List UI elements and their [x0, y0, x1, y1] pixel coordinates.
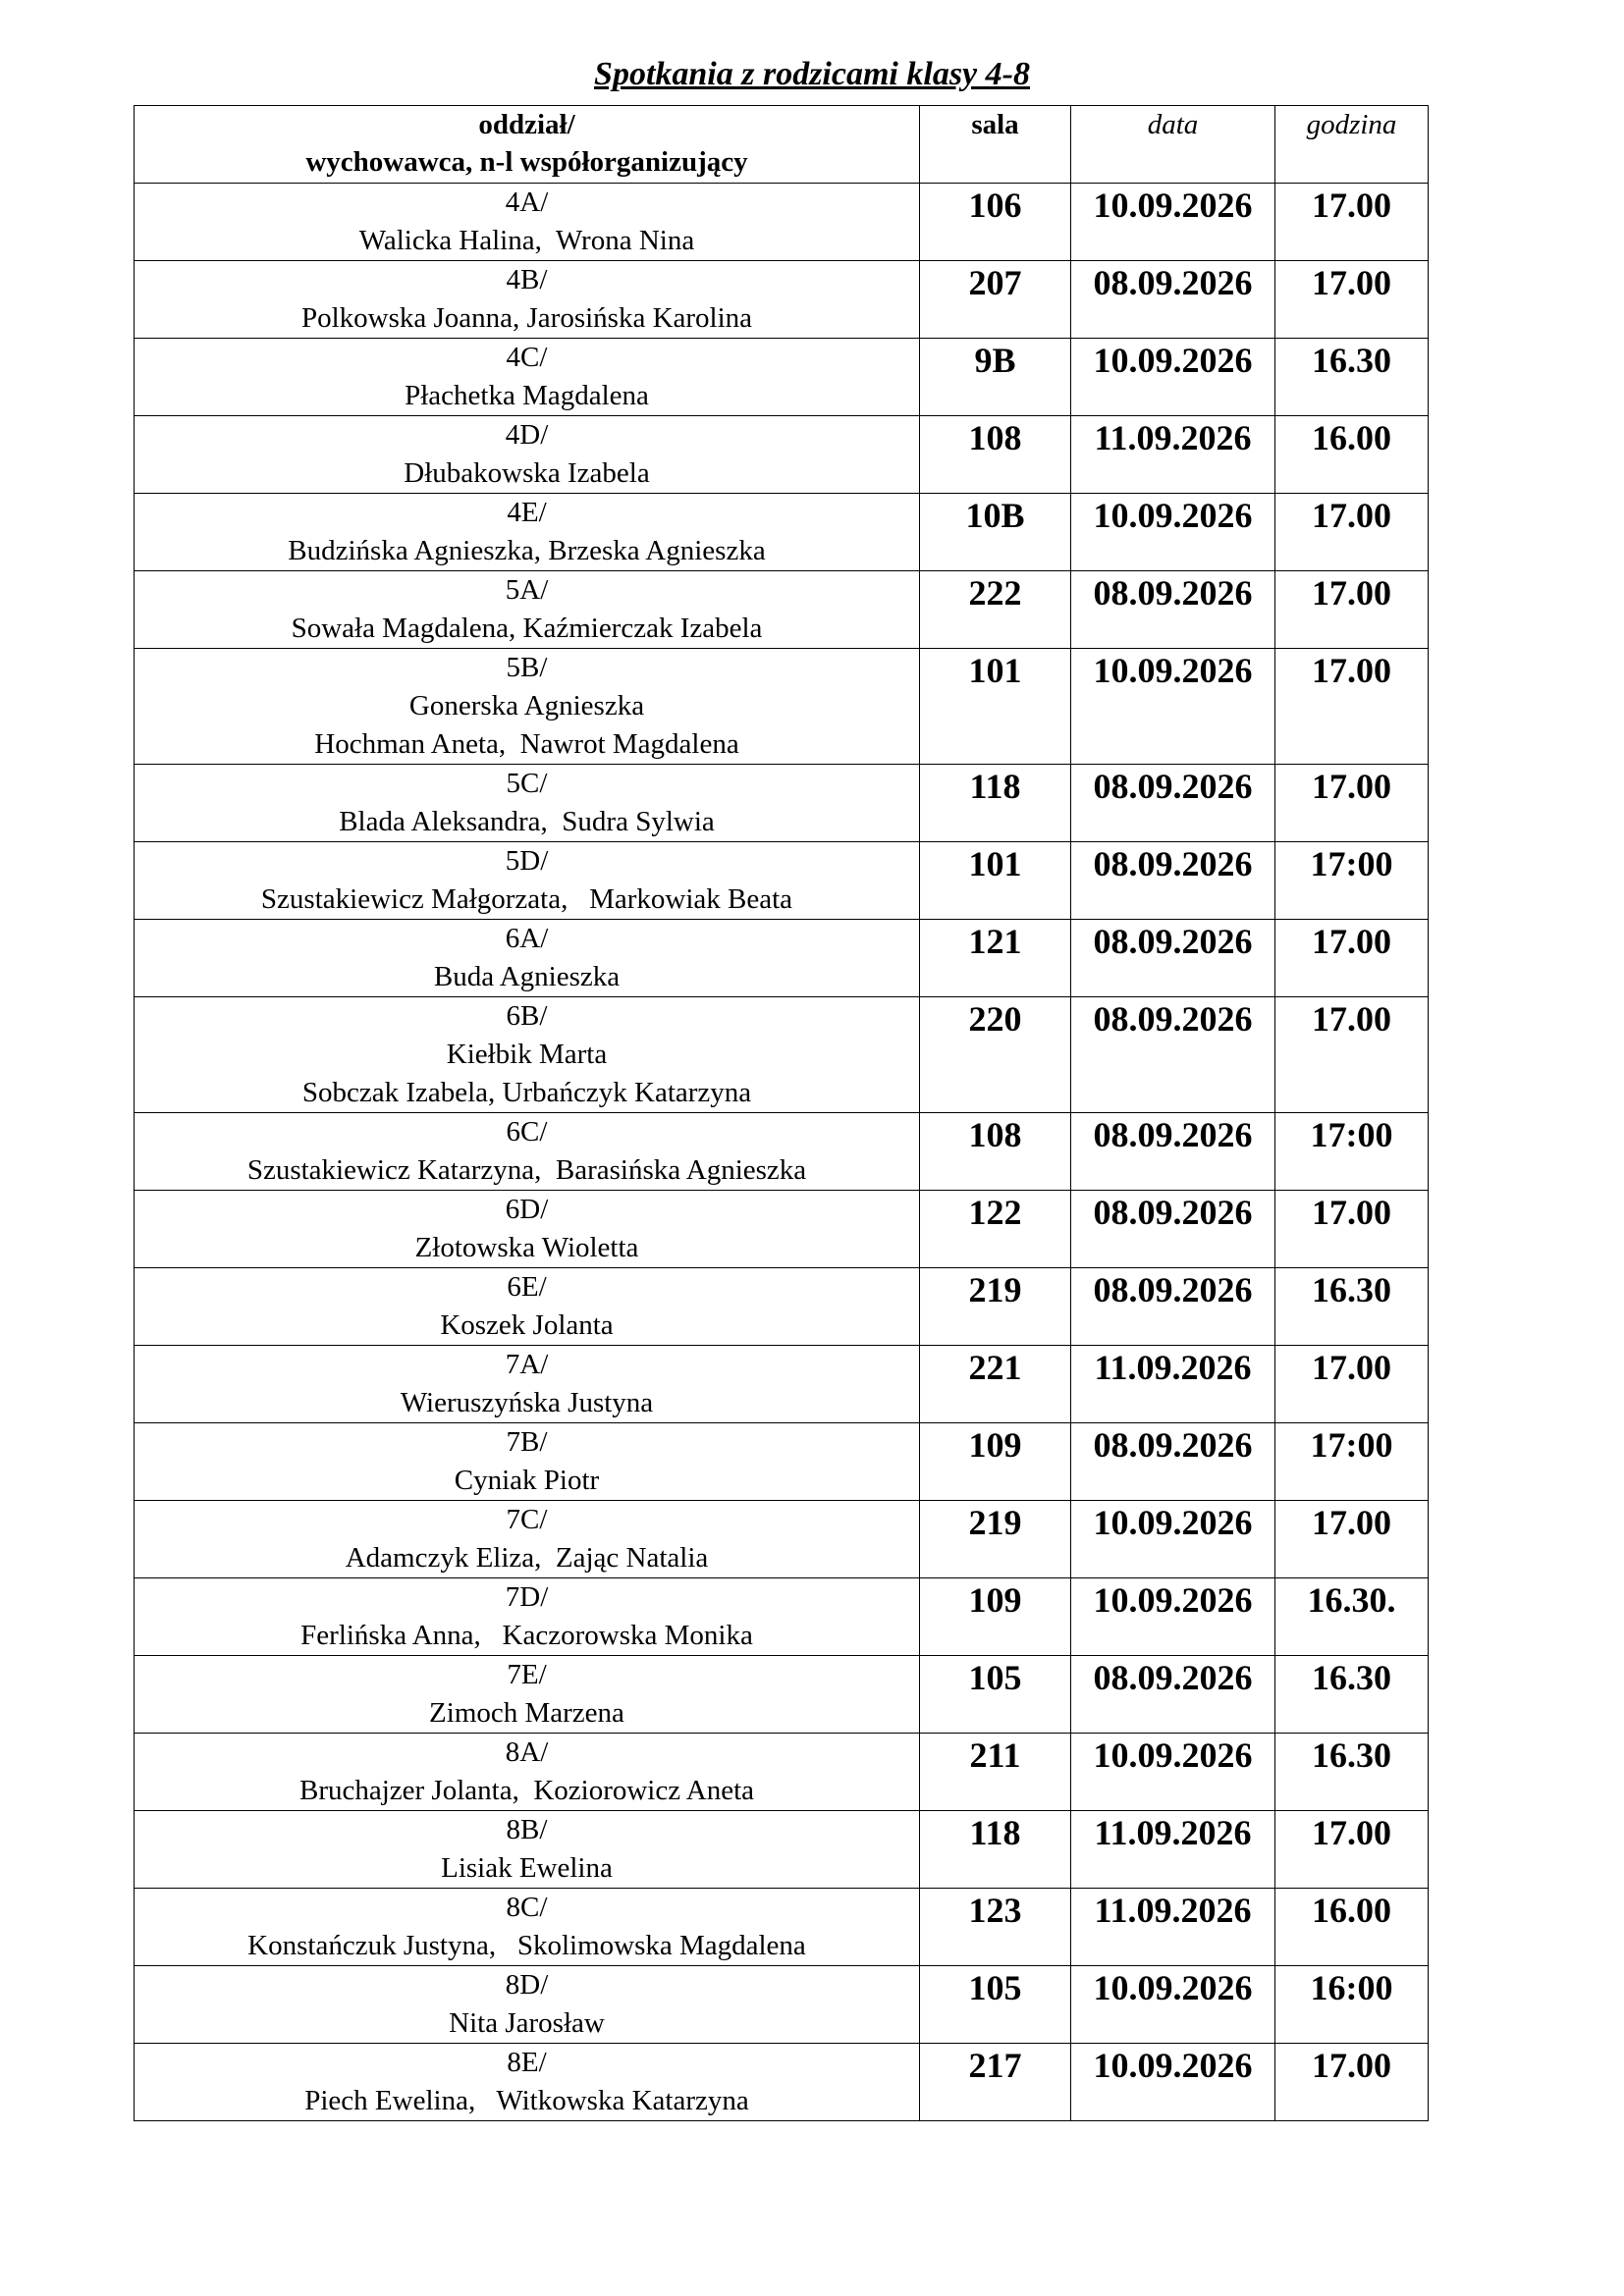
- date-cell: 08.09.2026: [1071, 1191, 1275, 1268]
- class-name: 7C/: [506, 1504, 548, 1535]
- teacher-names: Piech Ewelina, Witkowska Katarzyna: [304, 2085, 749, 2116]
- time-cell: 16.30: [1275, 1656, 1429, 1734]
- class-name: 6B/: [506, 1000, 548, 1032]
- teacher-names: Bruchajzer Jolanta, Koziorowicz Aneta: [298, 1775, 754, 1806]
- teacher-names: Szustakiewicz Małgorzata, Markowiak Beata: [260, 883, 793, 915]
- room-cell: 118: [920, 765, 1071, 842]
- table-row: [135, 2044, 1429, 2121]
- table-row: [135, 1346, 1429, 1423]
- time-cell: 17:00: [1275, 1113, 1429, 1191]
- room-cell: 122: [920, 1191, 1071, 1268]
- room-cell: 207: [920, 261, 1071, 339]
- date-cell: 08.09.2026: [1071, 1656, 1275, 1734]
- room-cell: 123: [920, 1889, 1071, 1966]
- teacher-names: Ferlińska Anna, Kaczorowska Monika: [300, 1620, 753, 1651]
- date-cell: 08.09.2026: [1071, 765, 1275, 842]
- teacher-names: Koszek Jolanta: [440, 1309, 614, 1341]
- room-cell: 217: [920, 2044, 1071, 2121]
- class-teacher-cell: [135, 1889, 920, 1966]
- table-row: [135, 494, 1429, 571]
- room-cell: 222: [920, 571, 1071, 649]
- table-row: [135, 261, 1429, 339]
- time-cell: 17.00: [1275, 1191, 1429, 1268]
- date-cell: 10.09.2026: [1071, 2044, 1275, 2121]
- class-teacher-cell: [135, 2044, 920, 2121]
- time-cell: 17:00: [1275, 1423, 1429, 1501]
- table-header-row: [135, 106, 1429, 184]
- class-name: 6D/: [505, 1194, 549, 1225]
- header-time: godzina: [1275, 106, 1429, 184]
- time-cell: 16.00: [1275, 1889, 1429, 1966]
- table-row: [135, 920, 1429, 997]
- date-cell: 10.09.2026: [1071, 1501, 1275, 1578]
- time-cell: 17.00: [1275, 920, 1429, 997]
- time-cell: 16.30.: [1275, 1578, 1429, 1656]
- table-row: [135, 1501, 1429, 1578]
- table-row: [135, 1811, 1429, 1889]
- class-teacher-cell: [135, 997, 920, 1113]
- class-name: 7A/: [505, 1349, 549, 1380]
- class-teacher-cell: [135, 1501, 920, 1578]
- teacher-names: Polkowska Joanna, Jarosińska Karolina: [300, 302, 753, 334]
- class-teacher-cell: [135, 1191, 920, 1268]
- room-cell: 105: [920, 1966, 1071, 2044]
- date-cell: 10.09.2026: [1071, 339, 1275, 416]
- teacher-names: Nita Jarosław: [449, 2007, 605, 2039]
- time-cell: 17.00: [1275, 261, 1429, 339]
- class-name: 5D/: [505, 845, 549, 877]
- class-name: 7E/: [507, 1659, 547, 1690]
- time-cell: 17.00: [1275, 997, 1429, 1113]
- room-cell: 220: [920, 997, 1071, 1113]
- teacher-names: Dłubakowska Izabela: [404, 457, 650, 489]
- room-cell: 109: [920, 1423, 1071, 1501]
- table-row: [135, 1191, 1429, 1268]
- class-name: 8D/: [505, 1969, 549, 2001]
- table-row: [135, 1578, 1429, 1656]
- table-row: [135, 184, 1429, 261]
- date-cell: 10.09.2026: [1071, 1966, 1275, 2044]
- time-cell: 17.00: [1275, 184, 1429, 261]
- time-cell: 17.00: [1275, 494, 1429, 571]
- table-row: [135, 997, 1429, 1113]
- class-name: 5C/: [506, 768, 548, 799]
- class-name: 7B/: [506, 1426, 548, 1458]
- table-row: [135, 1966, 1429, 2044]
- class-name: 4D/: [505, 419, 549, 451]
- teacher-names: Szustakiewicz Katarzyna, Barasińska Agnieszka: [246, 1154, 807, 1186]
- time-cell: 17.00: [1275, 649, 1429, 765]
- header-date: data: [1071, 106, 1275, 184]
- class-teacher-cell: [135, 1656, 920, 1734]
- date-cell: 10.09.2026: [1071, 184, 1275, 261]
- table-row: [135, 765, 1429, 842]
- teacher-names: Cyniak Piotr: [454, 1465, 600, 1496]
- class-name: 5B/: [506, 652, 548, 683]
- teacher-names: Adamczyk Eliza, Zając Natalia: [345, 1542, 709, 1574]
- class-name: 8A/: [505, 1736, 549, 1768]
- class-name: 4E/: [507, 497, 547, 528]
- class-teacher-cell: [135, 1966, 920, 2044]
- table-row: [135, 1889, 1429, 1966]
- teacher-names: Wieruszyńska Justyna: [400, 1387, 654, 1418]
- table-row: [135, 1268, 1429, 1346]
- teacher-names: Lisiak Ewelina: [441, 1852, 613, 1884]
- room-cell: 105: [920, 1656, 1071, 1734]
- teacher-names: Blada Aleksandra, Sudra Sylwia: [339, 806, 715, 837]
- teacher-names: Sowała Magdalena, Kaźmierczak Izabela: [291, 613, 763, 644]
- time-cell: 16.00: [1275, 416, 1429, 494]
- time-cell: 16.30: [1275, 1268, 1429, 1346]
- teacher-names: Gonerska Agnieszka: [408, 690, 645, 721]
- date-cell: 08.09.2026: [1071, 571, 1275, 649]
- class-name: 4A/: [505, 187, 549, 218]
- class-teacher-cell: [135, 1578, 920, 1656]
- time-cell: 17.00: [1275, 1346, 1429, 1423]
- room-cell: 101: [920, 842, 1071, 920]
- table-row: [135, 842, 1429, 920]
- date-cell: 08.09.2026: [1071, 1268, 1275, 1346]
- class-name: 8C/: [506, 1892, 548, 1923]
- date-cell: 10.09.2026: [1071, 649, 1275, 765]
- class-teacher-cell: [135, 416, 920, 494]
- class-name: 4B/: [506, 264, 548, 295]
- teacher-names: Walicka Halina, Wrona Nina: [358, 225, 695, 256]
- class-teacher-cell: [135, 1734, 920, 1811]
- date-cell: 11.09.2026: [1071, 1346, 1275, 1423]
- class-teacher-cell: [135, 1268, 920, 1346]
- date-cell: 08.09.2026: [1071, 997, 1275, 1113]
- room-cell: 108: [920, 1113, 1071, 1191]
- date-cell: 08.09.2026: [1071, 1423, 1275, 1501]
- teacher-names: Sobczak Izabela, Urbańczyk Katarzyna: [301, 1077, 752, 1108]
- room-cell: 211: [920, 1734, 1071, 1811]
- class-name: 6C/: [506, 1116, 548, 1148]
- class-teacher-cell: [135, 842, 920, 920]
- date-cell: 08.09.2026: [1071, 920, 1275, 997]
- header-class-teacher: [135, 106, 920, 184]
- date-cell: 08.09.2026: [1071, 1113, 1275, 1191]
- meetings-table: [134, 105, 1429, 2121]
- room-cell: 219: [920, 1501, 1071, 1578]
- class-teacher-cell: [135, 261, 920, 339]
- teacher-names: Zimoch Marzena: [429, 1697, 624, 1729]
- room-cell: 108: [920, 416, 1071, 494]
- date-cell: 10.09.2026: [1071, 1734, 1275, 1811]
- class-name: 7D/: [505, 1581, 549, 1613]
- class-teacher-cell: [135, 1811, 920, 1889]
- room-cell: 121: [920, 920, 1071, 997]
- class-teacher-cell: [135, 494, 920, 571]
- class-teacher-cell: [135, 1423, 920, 1501]
- table-row: [135, 649, 1429, 765]
- room-cell: 10B: [920, 494, 1071, 571]
- class-name: 5A/: [505, 574, 549, 606]
- table-row: [135, 571, 1429, 649]
- date-cell: 08.09.2026: [1071, 842, 1275, 920]
- class-teacher-cell: [135, 184, 920, 261]
- time-cell: 17.00: [1275, 1811, 1429, 1889]
- date-cell: 08.09.2026: [1071, 261, 1275, 339]
- teacher-names: Płachetka Magdalena: [405, 380, 649, 411]
- time-cell: 17.00: [1275, 571, 1429, 649]
- class-teacher-cell: [135, 339, 920, 416]
- header-class-line2: wychowawca, n-l współorganizujący: [305, 146, 748, 178]
- teacher-names: Hochman Aneta, Nawrot Magdalena: [314, 728, 739, 760]
- table-row: [135, 1656, 1429, 1734]
- room-cell: 101: [920, 649, 1071, 765]
- class-name: 4C/: [506, 342, 548, 373]
- document-title: Spotkania z rodzicami klasy 4-8: [594, 56, 1030, 92]
- class-name: 6E/: [507, 1271, 547, 1303]
- room-cell: 106: [920, 184, 1071, 261]
- time-cell: 16.30: [1275, 1734, 1429, 1811]
- time-cell: 17:00: [1275, 842, 1429, 920]
- date-cell: 10.09.2026: [1071, 1578, 1275, 1656]
- room-cell: 9B: [920, 339, 1071, 416]
- class-name: 8B/: [506, 1814, 548, 1845]
- room-cell: 118: [920, 1811, 1071, 1889]
- teacher-names: Konstańczuk Justyna, Skolimowska Magdalena: [247, 1930, 806, 1961]
- class-name: 6A/: [505, 923, 549, 954]
- table-row: [135, 339, 1429, 416]
- date-cell: 11.09.2026: [1071, 1811, 1275, 1889]
- class-teacher-cell: [135, 1346, 920, 1423]
- header-class-line1: oddział/: [478, 109, 575, 140]
- time-cell: 17.00: [1275, 1501, 1429, 1578]
- table-row: [135, 1423, 1429, 1501]
- room-cell: 219: [920, 1268, 1071, 1346]
- table-row: [135, 1113, 1429, 1191]
- class-teacher-cell: [135, 920, 920, 997]
- header-room: sala: [920, 106, 1071, 184]
- class-name: 8E/: [507, 2047, 547, 2078]
- time-cell: 17.00: [1275, 2044, 1429, 2121]
- class-teacher-cell: [135, 1113, 920, 1191]
- table-row: [135, 416, 1429, 494]
- class-teacher-cell: [135, 649, 920, 765]
- date-cell: 10.09.2026: [1071, 494, 1275, 571]
- room-cell: 221: [920, 1346, 1071, 1423]
- date-cell: 11.09.2026: [1071, 416, 1275, 494]
- date-cell: 11.09.2026: [1071, 1889, 1275, 1966]
- time-cell: 17.00: [1275, 765, 1429, 842]
- table-row: [135, 1734, 1429, 1811]
- teacher-names: Budzińska Agnieszka, Brzeska Agnieszka: [288, 535, 766, 566]
- class-teacher-cell: [135, 765, 920, 842]
- class-teacher-cell: [135, 571, 920, 649]
- teacher-names: Kiełbik Marta: [446, 1039, 608, 1070]
- time-cell: 16:00: [1275, 1966, 1429, 2044]
- room-cell: 109: [920, 1578, 1071, 1656]
- teacher-names: Złotowska Wioletta: [414, 1232, 639, 1263]
- time-cell: 16.30: [1275, 339, 1429, 416]
- teacher-names: Buda Agnieszka: [433, 961, 621, 992]
